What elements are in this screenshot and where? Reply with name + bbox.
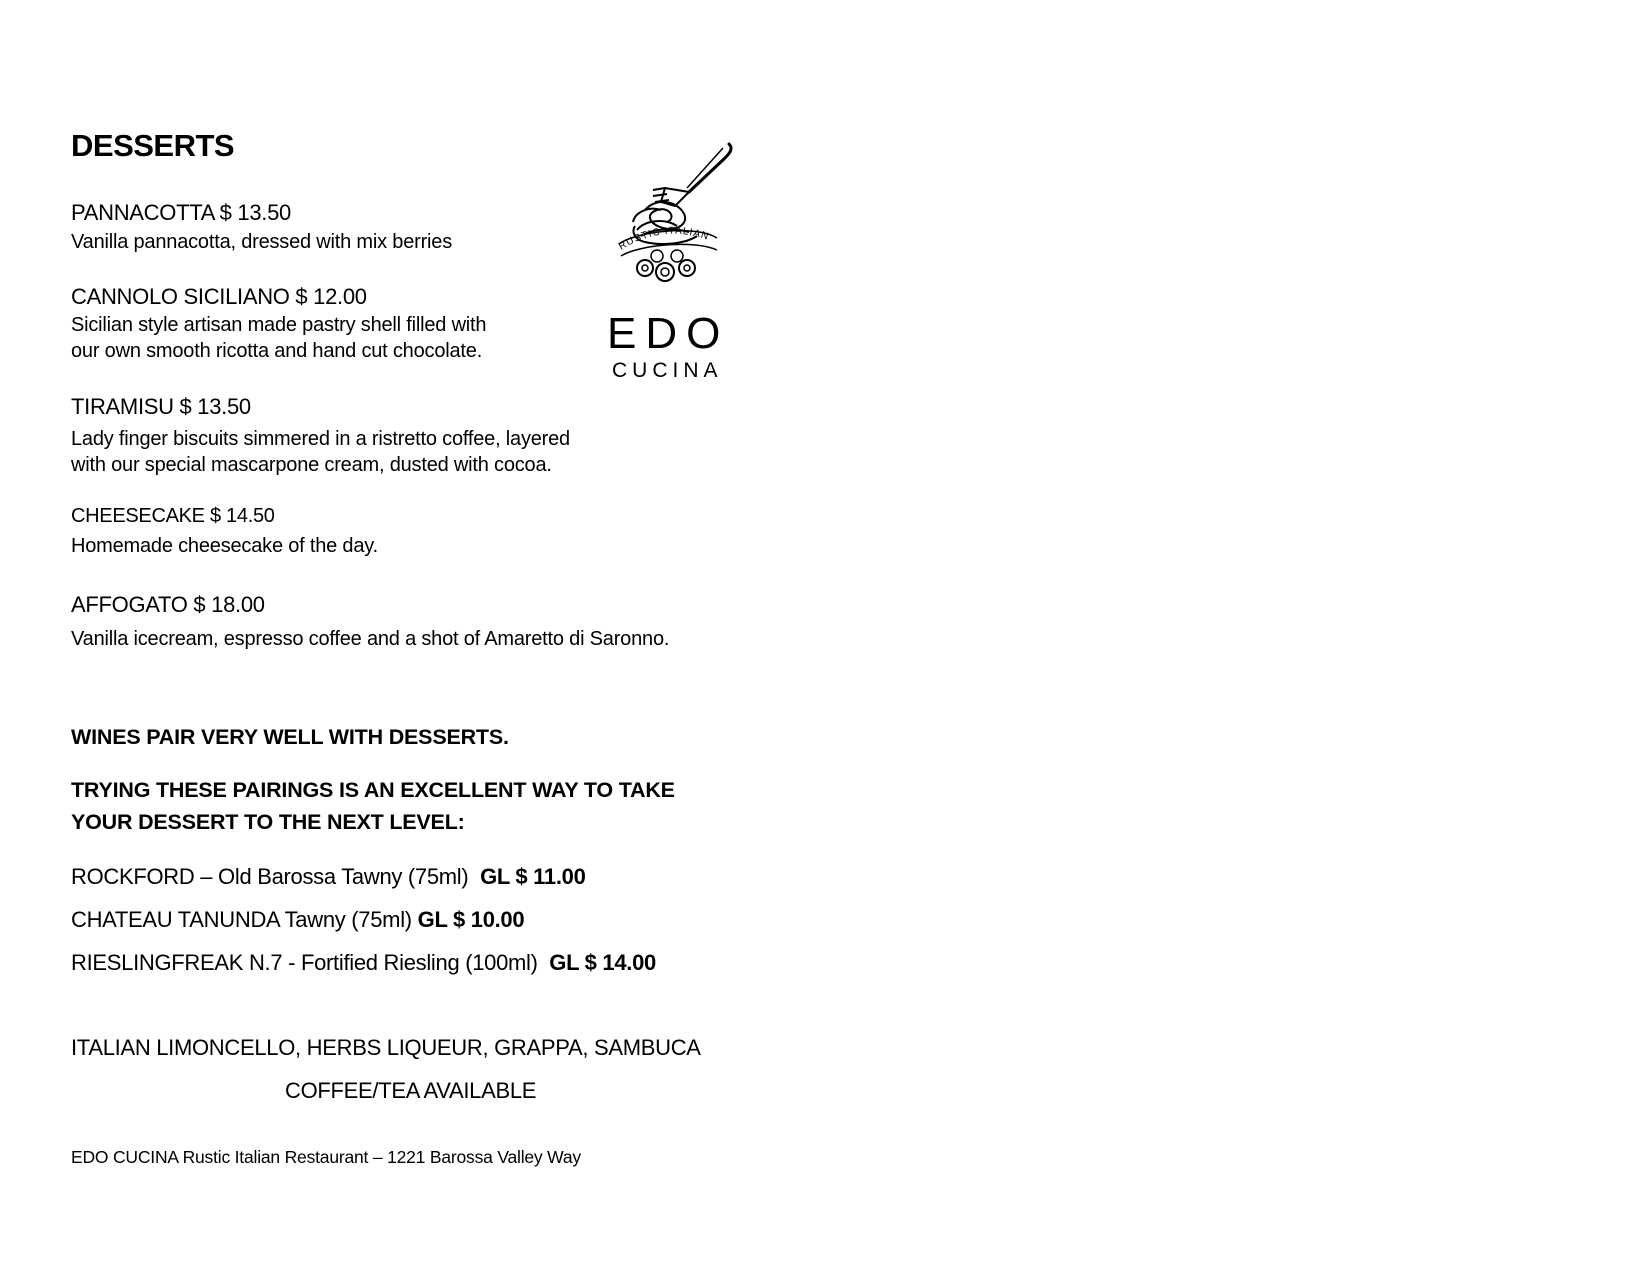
menu-item-name-cannolo: CANNOLO SICILIANO $ 12.00: [71, 284, 367, 309]
menu-item-name-tiramisu: TIRAMISU $ 13.50: [71, 394, 251, 419]
coffee-tea-line: COFFEE/TEA AVAILABLE: [285, 1078, 537, 1103]
menu-item-name-pannacotta: PANNACOTTA $ 13.50: [71, 200, 291, 225]
logo-badge-text: RUSTIC ITALIAN: [616, 225, 711, 253]
menu-item-desc-cheesecake: Homemade cheesecake of the day.: [71, 535, 378, 557]
wine-row-chateau-tanunda: [71, 907, 524, 933]
wine-row-rieslingfreak: [71, 950, 656, 976]
logo-subtitle: CUCINA: [612, 359, 723, 382]
pairing-heading: WINES PAIR VERY WELL WITH DESSERTS.: [71, 725, 509, 749]
menu-item-desc-cannolo-line2: our own smooth ricotta and hand cut chocolate.: [71, 340, 483, 362]
wine-label: RIESLINGFREAK N.7 - Fortified Riesling (100ml): [71, 950, 538, 975]
wine-price: GL $ 11.00: [480, 864, 586, 889]
pairing-subheading-line1: TRYING THESE PAIRINGS IS AN EXCELLENT WAY TO TAKE: [71, 778, 675, 802]
wine-label: CHATEAU TANUNDA Tawny (75ml): [71, 907, 412, 932]
pairing-subheading-line2: YOUR DESSERT TO THE NEXT LEVEL:: [71, 810, 465, 834]
restaurant-address: EDO CUCINA Rustic Italian Restaurant – 1221 Barossa Valley Way: [71, 1147, 581, 1167]
page-title: DESSERTS: [71, 128, 235, 163]
menu-item-desc-pannacotta: Vanilla pannacotta, dressed with mix berries: [71, 231, 453, 253]
menu-item-desc-affogato: Vanilla icecream, espresso coffee and a shot of Amaretto di Saronno.: [71, 628, 670, 650]
logo-brand-name: EDO: [607, 309, 730, 358]
wine-label: ROCKFORD – Old Barossa Tawny (75ml): [71, 864, 469, 889]
menu-item-desc-cannolo-line1: Sicilian style artisan made pastry shell filled with: [71, 314, 487, 336]
wine-price: GL $ 10.00: [417, 907, 525, 932]
menu-item-desc-tiramisu-line2: with our special mascarpone cream, dusted with cocoa.: [71, 454, 552, 476]
liqueurs-line: ITALIAN LIMONCELLO, HERBS LIQUEUR, GRAPPA, SAMBUCA: [71, 1035, 701, 1060]
menu-item-desc-tiramisu-line1: Lady finger biscuits simmered in a ristretto coffee, layered: [71, 428, 570, 450]
fork-with-pasta-icon: [605, 140, 735, 290]
wine-price: GL $ 14.00: [549, 950, 656, 975]
menu-item-name-affogato: AFFOGATO $ 18.00: [71, 592, 265, 617]
wine-row-rockford: [71, 864, 586, 890]
menu-item-name-cheesecake: CHEESECAKE $ 14.50: [71, 505, 275, 527]
